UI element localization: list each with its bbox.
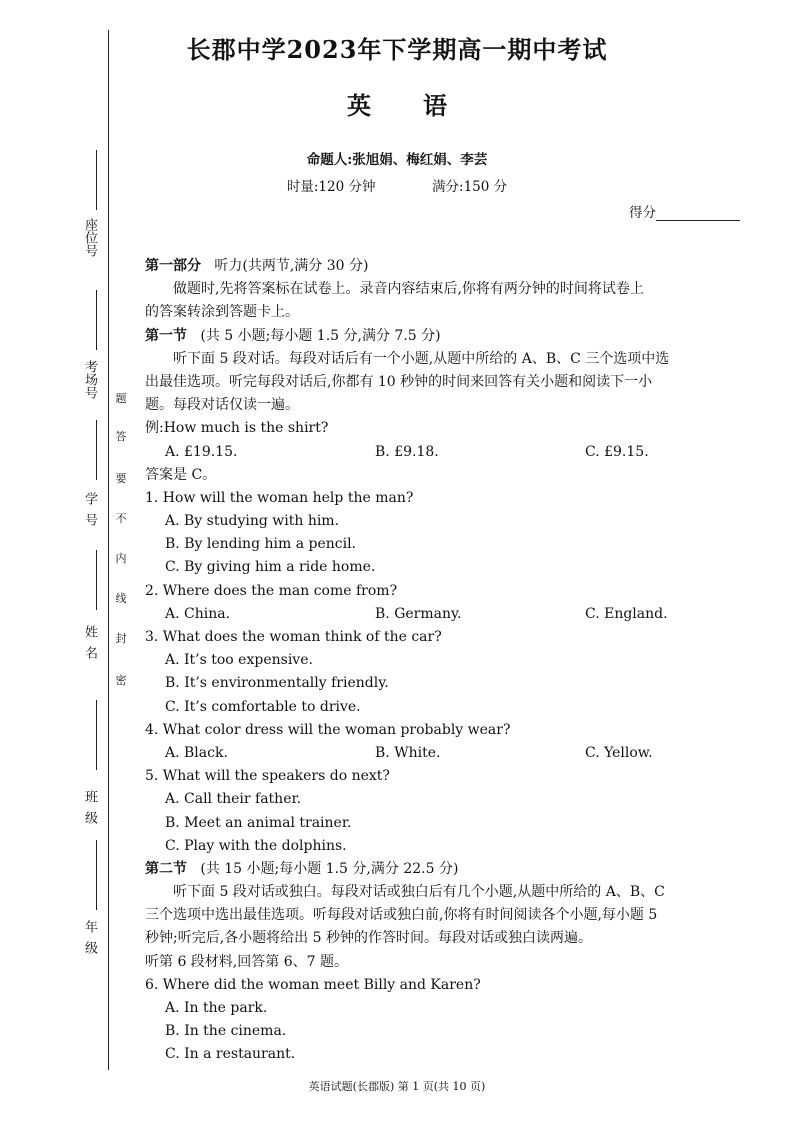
option-a: A. Call their father. [165,791,302,808]
option-c: C. £9.15. [585,443,649,460]
seal-char: 答 [115,430,127,443]
instruction-line: 三个选项中选出最佳选项。听每段对话或独白前,你将有时间阅读各个小题,每小题 5 [145,907,658,924]
example-question: 例:How much is the shirt? [145,420,329,437]
exam-title: 长郡中学2023年下学期高一期中考试 [186,35,608,64]
option-c: C. Play with the dolphins. [165,837,347,854]
time-info: 时量:120 分钟 [286,179,376,195]
page-footer: 英语试题(长郡版) 第 1 页(共 10 页) [308,1080,486,1093]
instruction-line: 的答案转涂到答题卡上。 [145,304,299,321]
seal-char: 不 [115,512,127,525]
binding-field-student-id: 学号 [82,492,97,534]
binding-blank-room [96,290,97,350]
instruction-line: 出最佳选项。听完每段对话后,你都有 10 秒钟的时间来回答有关小题和阅读下一小 [145,373,653,390]
binding-field-seat: 座位号 [82,218,97,257]
option-c: C. In a restaurant. [165,1046,296,1063]
section2-heading: 第二节 (共 15 小题;每小题 1.5 分,满分 22.5 分) [145,860,459,877]
instruction-line: 秒钟;听完后,各小题将给出 5 秒钟的作答时间。每段对话或独白读两遍。 [145,930,592,947]
seal-char: 密 [115,674,127,687]
option-b: B. It’s environmentally friendly. [165,675,389,692]
binding-blank-name [96,550,97,610]
question-5: 5. What will the speakers do next? [145,768,390,785]
option-a: A. By studying with him. [165,513,340,530]
option-c: C. By giving him a ride home. [165,559,376,576]
option-b: B. Meet an animal trainer. [165,814,352,831]
material-note: 听第 6 段材料,回答第 6、7 题。 [145,953,348,970]
binding-blank-grade [96,840,97,910]
score-info: 满分:150 分 [432,179,508,195]
binding-field-class: 班级 [82,790,97,832]
part1-heading: 第一部分 听力(共两节,满分 30 分) [145,258,369,274]
option-a: A. Black. [165,744,228,761]
binding-blank-class [96,700,97,770]
score-label: 得分 [629,205,656,221]
seal-char: 题 [115,392,127,405]
binding-field-room: 考场号 [82,360,97,399]
question-4: 4. What color dress will the woman probably wear? [145,721,511,738]
option-b: B. In the cinema. [165,1023,287,1040]
exam-content [145,255,745,1067]
seal-char: 封 [115,632,127,645]
option-a: A. It’s too expensive. [165,652,313,669]
option-b: B. Germany. [375,605,462,622]
binding-field-name: 姓名 [82,625,97,667]
seal-char: 线 [115,592,127,605]
option-a: A. In the park. [165,1000,268,1016]
instruction-line: 听下面 5 段对话。每段对话后有一个小题,从题中所给的 A、B、C 三个选项中选 [173,350,670,367]
option-a: A. £19.15. [165,443,238,460]
question-3: 3. What does the woman think of the car? [145,629,442,645]
time-score-line [0,175,794,195]
question-1: 1. How will the woman help the man? [145,489,414,506]
instruction-line: 做题时,先将答案标在试卷上。录音内容结束后,你将有两分钟的时间将试卷上 [173,281,644,298]
binding-field-grade: 年级 [82,920,97,962]
seal-char: 要 [115,472,127,485]
question-2: 2. Where does the man come from? [145,582,398,599]
question-2-options [145,603,745,626]
example-answer: 答案是 C。 [145,466,217,483]
option-b: B. £9.18. [375,443,439,460]
question-4-options [145,742,745,765]
option-b: B. White. [375,744,441,761]
option-c: C. It’s comfortable to drive. [165,698,361,715]
seal-char: 内 [115,552,127,565]
option-b: B. By lending him a pencil. [165,536,357,553]
binding-blank-id [96,420,97,480]
subject-title: 英语 [347,91,499,120]
question-6: 6. Where did the woman meet Billy and Karen? [145,976,481,993]
score-box [629,201,740,221]
score-blank[interactable] [656,206,740,221]
option-a: A. China. [165,605,231,622]
instruction-line: 题。每段对话仅读一遍。 [145,397,299,414]
example-options [145,441,745,464]
section1-heading: 第一节 (共 5 小题;每小题 1.5 分,满分 7.5 分) [145,327,441,344]
instruction-line: 听下面 5 段对话或独白。每段对话或独白后有几个小题,从题中所给的 A、B、C [173,884,665,901]
option-c: C. England. [585,605,668,622]
option-c: C. Yellow. [585,744,653,761]
authors: 命题人:张旭娟、梅红娟、李芸 [306,152,488,168]
